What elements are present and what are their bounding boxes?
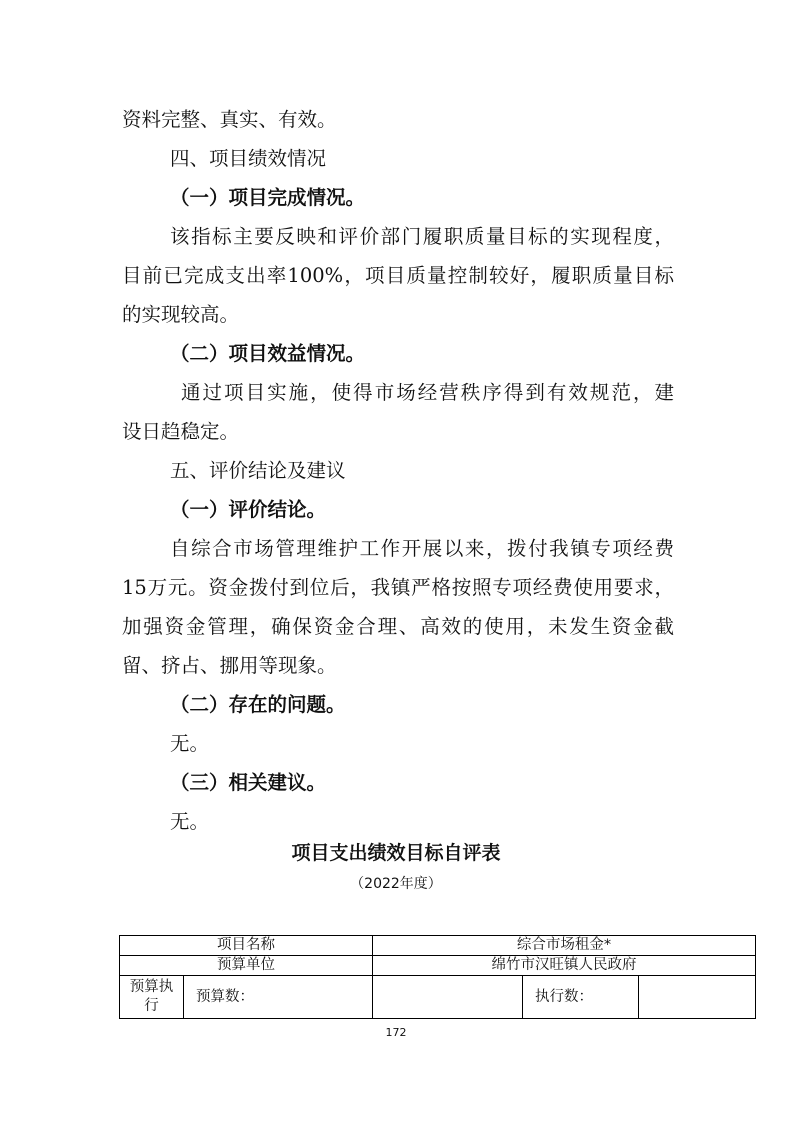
paragraph-line: 留、挤占、挪用等现象。 [122,654,337,677]
subheading-5-3: （三）相关建议。 [170,771,327,794]
paragraph-line: 15万元。资金拨付到位后，我镇严格按照专项经费使用要求， [122,576,674,599]
section-heading-4: 四、项目绩效情况 [170,147,327,170]
paragraph-line: 资料完整、真实、有效。 [122,108,337,131]
paragraph-line: 自综合市场管理维护工作开展以来，拨付我镇专项经费 [170,537,674,560]
table-subtitle: （2022年度） [350,876,442,892]
table-row [120,936,756,956]
exec-amount-value [639,976,756,1019]
paragraph-line: 目前已完成支出率100%，项目质量控制较好，履职质量目标 [122,264,674,287]
paragraph-line: 无。 [170,732,210,755]
exec-amount-label: 执行数： [523,976,639,1019]
subheading-4-2: （二）项目效益情况。 [170,342,366,365]
project-name-value: 综合市场租金* [373,936,756,956]
budget-unit-value: 绵竹市汉旺镇人民政府 [373,956,756,976]
budget-amount-label: 预算数： [184,976,373,1019]
self-evaluation-table [119,935,756,1019]
budget-unit-label: 预算单位 [120,956,373,976]
subheading-5-2: （二）存在的问题。 [170,693,346,716]
table-row [120,956,756,976]
paragraph-line: 的实现较高。 [122,303,240,326]
paragraph-line: 通过项目实施，使得市场经营秩序得到有效规范，建 [181,381,674,404]
budget-exec-label: 预算执行 [120,976,184,1019]
table-row [120,976,756,1019]
table-title: 项目支出绩效目标自评表 [291,842,501,864]
budget-amount-value [373,976,523,1019]
paragraph-line: 加强资金管理，确保资金合理、高效的使用，未发生资金截 [122,615,674,638]
subheading-5-1: （一）评价结论。 [170,498,327,521]
paragraph-line: 该指标主要反映和评价部门履职质量目标的实现程度， [170,225,674,248]
paragraph-line: 无。 [170,810,210,833]
paragraph-line: 设日趋稳定。 [122,420,240,443]
subheading-4-1: （一）项目完成情况。 [170,186,366,209]
page-number: 172 [385,1026,407,1039]
project-name-label: 项目名称 [120,936,373,956]
section-heading-5: 五、评价结论及建议 [170,459,346,482]
